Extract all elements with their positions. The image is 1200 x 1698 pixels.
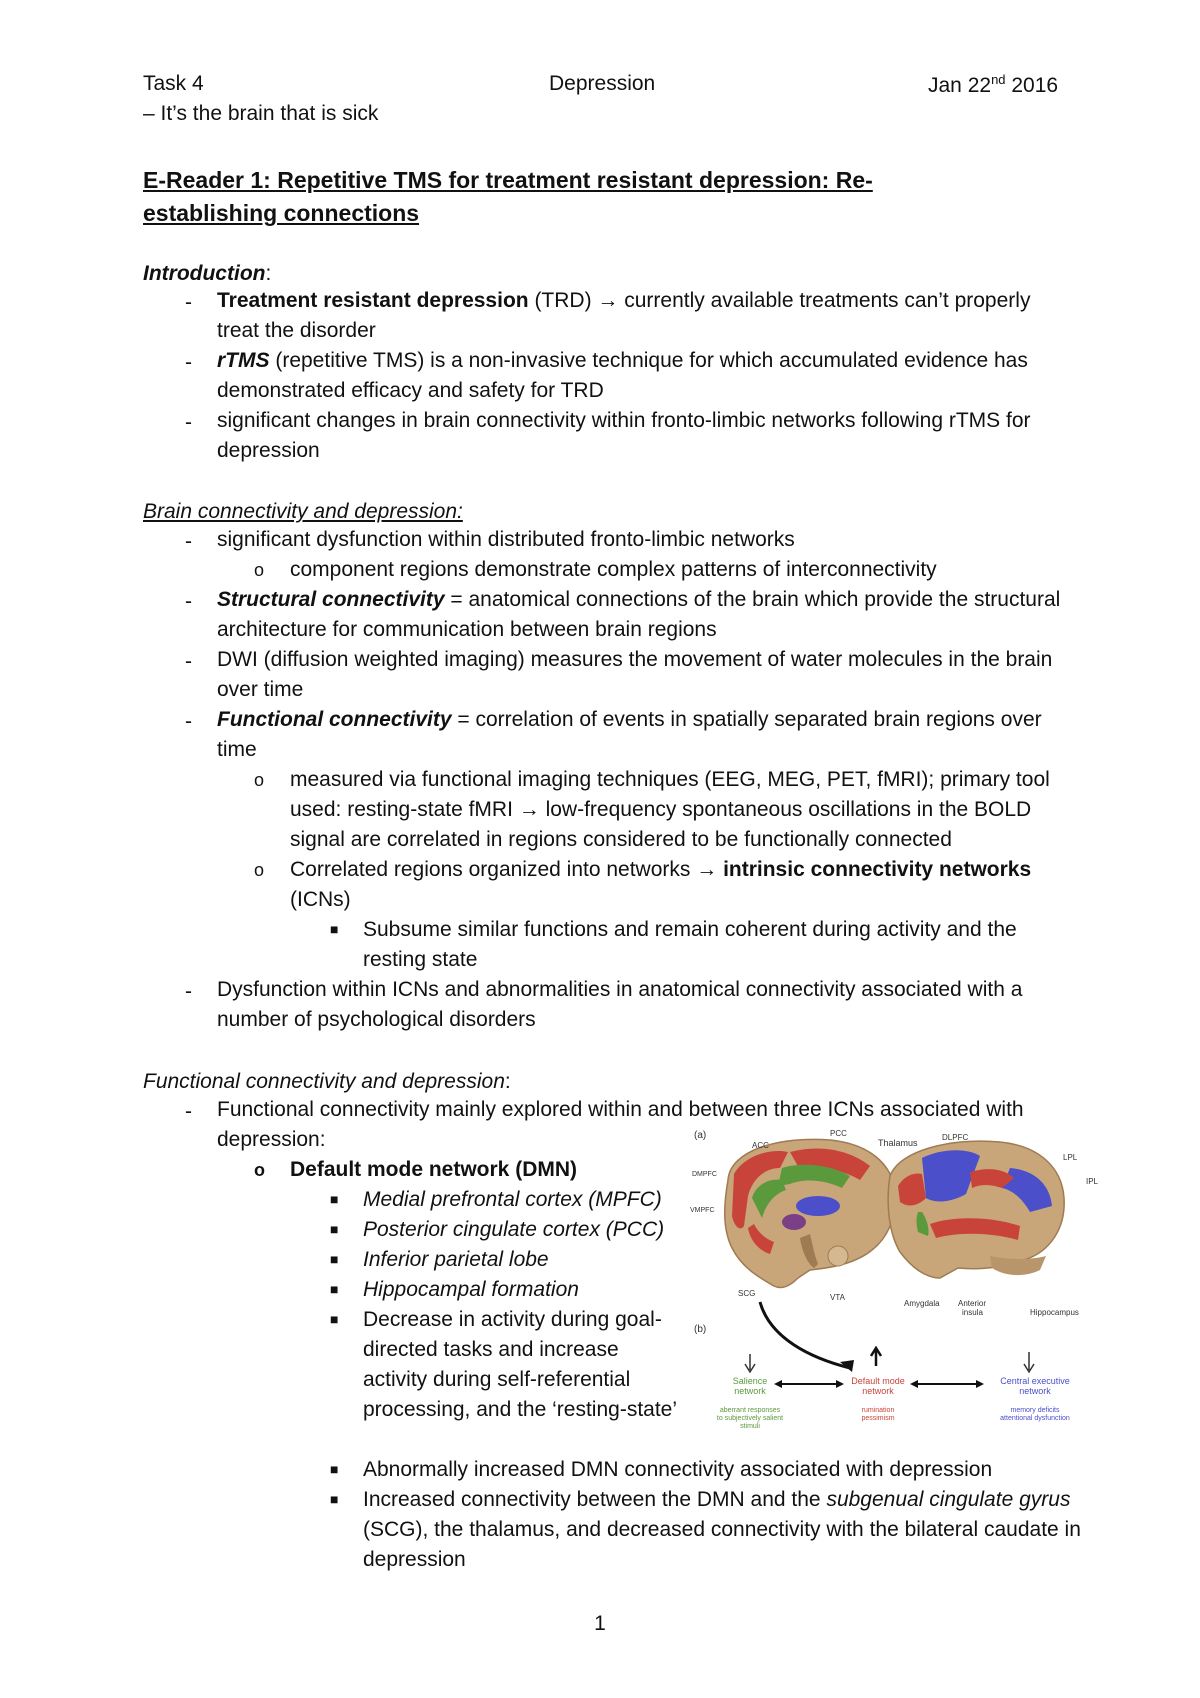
dmn-item: Posterior cingulate cortex (PCC) xyxy=(363,1218,665,1241)
dmn-increased-b: (SCG), the thalamus, and decreased connectivity with the bilateral caudate in depression xyxy=(363,1518,1081,1571)
dmn-item: Hippocampal formation xyxy=(363,1278,579,1301)
figure-label-b: (b) xyxy=(694,1324,707,1335)
arrow-head-right xyxy=(976,1380,984,1388)
intro-heading-text: Introduction xyxy=(143,262,266,285)
bullet-dash: - xyxy=(185,650,192,673)
salience-desc-2: to subjectively salient xyxy=(716,1415,784,1422)
intro-bullet-3: significant changes in brain connectivity within fronto-limbic networks following rTMS for depression xyxy=(217,409,1031,462)
brain-heading: Brain connectivity and depression: xyxy=(143,500,463,523)
dmn-increased xyxy=(363,1485,1083,1575)
arrow-head-left xyxy=(910,1380,918,1388)
dmn-network-label-2: network xyxy=(862,1386,894,1396)
bullet-square: ■ xyxy=(330,921,339,937)
bullet-dash: - xyxy=(185,351,192,374)
dmn-item: Inferior parietal lobe xyxy=(363,1248,549,1271)
figure-label-dmpfc: DMPFC xyxy=(692,1171,717,1178)
figure-label-amygdala: Amygdala xyxy=(904,1299,940,1308)
cen-desc-2: attentional dysfunction xyxy=(1000,1415,1070,1422)
cen-network-label-2: network xyxy=(1019,1386,1051,1396)
salience-desc-1: aberrant responses xyxy=(719,1407,781,1414)
brain-bullet-4-bold: Functional connectivity xyxy=(217,708,452,731)
functional-bullet-1: Functional connectivity mainly explored within and between three ICNs associated with depression: xyxy=(217,1098,1024,1151)
salience-network-label-2: network xyxy=(734,1386,766,1396)
intro-bullet-2-bold: rTMS xyxy=(217,349,270,372)
brain-bullet-4-sub-2-c: (ICNs) xyxy=(290,888,351,911)
figure-label-anterior: Anterior xyxy=(958,1299,987,1308)
bullet-dash: - xyxy=(185,980,192,1003)
bullet-circle: o xyxy=(254,1160,265,1180)
page-title: E-Reader 1: Repetitive TMS for treatment resistant depression: Re-establishing connections xyxy=(143,167,873,226)
intro-bullet-1-bold: Treatment resistant depression xyxy=(217,289,529,312)
salience-desc-3: stimuli xyxy=(740,1423,760,1430)
dmn-increased-italic: subgenual cingulate gyrus xyxy=(826,1488,1071,1511)
brain-bullet-2-bold: Structural connectivity xyxy=(217,588,445,611)
dmn-abnormal: Abnormally increased DMN connectivity associated with depression xyxy=(363,1458,993,1481)
bullet-dash: - xyxy=(185,530,192,553)
arrow-head-left xyxy=(774,1380,782,1388)
dmn-network-label-1: Default mode xyxy=(851,1376,905,1386)
bullet-dash: - xyxy=(185,1100,192,1123)
header-date-main: Jan 22 xyxy=(928,74,992,97)
figure-label-hippocampus: Hippocampus xyxy=(1030,1308,1079,1317)
functional-heading-colon: : xyxy=(504,1070,511,1093)
figure-label-pcc: PCC xyxy=(830,1129,847,1138)
bullet-square: ■ xyxy=(330,1221,339,1237)
intro-bullet-2-rest: (repetitive TMS) is a non-invasive technique for which accumulated evidence has demonstrated efficacy and safety for TRD xyxy=(217,349,1028,402)
figure-label-dlpfc: DLPFC xyxy=(942,1133,969,1142)
bullet-circle: o xyxy=(254,560,265,580)
figure-label-scg: SCG xyxy=(738,1289,756,1298)
figure-label-lpl: LPL xyxy=(1063,1153,1078,1162)
brain-bullet-2 xyxy=(217,585,1072,645)
bullet-circle: o xyxy=(254,860,265,880)
bullet-dash: - xyxy=(185,411,192,434)
salience-down-arrow-icon xyxy=(745,1354,755,1372)
functional-heading xyxy=(143,1070,511,1094)
figure-label-vmpfc: VMPFC xyxy=(690,1207,715,1214)
dmn-increased-a: Increased connectivity between the DMN and the xyxy=(363,1488,827,1511)
dmn-decrease: Decrease in activity during goal-directed tasks and increase activity during self-referential processing, and the ‘resting-state’ xyxy=(363,1308,678,1421)
cen-network-label-1: Central executive xyxy=(1000,1376,1070,1386)
brain-bullet-4-sub-2-a: Correlated regions organized into networks → xyxy=(290,858,724,881)
bullet-square: ■ xyxy=(330,1191,339,1207)
bullet-dash: - xyxy=(185,590,192,613)
bullet-circle: o xyxy=(254,770,265,790)
brain-bullet-4-sub-2-bold: intrinsic connectivity networks xyxy=(723,858,1032,881)
dmn-item: Medial prefrontal cortex (MPFC) xyxy=(363,1188,662,1211)
bullet-square: ■ xyxy=(330,1281,339,1297)
intro-bullet-1-rest: (TRD) → currently available treatments can’t properly treat the disorder xyxy=(217,289,1031,342)
intro-bullet-2 xyxy=(217,346,1067,406)
intro-bullet-1 xyxy=(217,286,1067,346)
brain-bullet-4 xyxy=(217,705,1067,765)
header-date-sup: nd xyxy=(991,72,1006,87)
figure-label-vta: VTA xyxy=(830,1293,845,1302)
figure-label-acc: ACC xyxy=(752,1141,769,1150)
brain-bullet-3: DWI (diffusion weighted imaging) measures the movement of water molecules in the brain over time xyxy=(217,648,1053,701)
header-task: Task 4 xyxy=(143,72,204,95)
cen-desc-1: memory deficits xyxy=(1010,1407,1060,1414)
brain-bullet-4-sub-2 xyxy=(290,855,1080,915)
bullet-dash: - xyxy=(185,710,192,733)
salience-network-label-1: Salience xyxy=(732,1376,768,1386)
brain-bullet-5: Dysfunction within ICNs and abnormalities in anatomical connectivity associated with a number of psychological disorders xyxy=(217,978,1023,1031)
page-number: 1 xyxy=(594,1612,606,1635)
intro-heading xyxy=(143,262,271,286)
header-topic: Depression xyxy=(549,72,656,95)
cen-down-arrow-icon xyxy=(1024,1352,1034,1372)
medial-brain-image xyxy=(725,1139,896,1287)
dmn-up-arrow-icon xyxy=(871,1348,881,1366)
bullet-square: ■ xyxy=(330,1491,339,1507)
figure-label-insula: insula xyxy=(962,1308,983,1317)
scg-arrow xyxy=(760,1302,850,1368)
brain-bullet-1-sub: component regions demonstrate complex patterns of interconnectivity xyxy=(290,558,937,581)
figure-label-thalamus: Thalamus xyxy=(878,1138,918,1148)
brain-bullet-4-sub-2-square: Subsume similar functions and remain coherent during activity and the resting state xyxy=(363,918,1017,971)
arrow-head-right xyxy=(836,1380,844,1388)
brain-network-figure xyxy=(690,1128,1110,1438)
bullet-square: ■ xyxy=(330,1251,339,1267)
brain-bullet-2-rest: = anatomical connections of the brain which provide the structural architecture for communication between brain regions xyxy=(217,588,1061,641)
dmn-heading: Default mode network (DMN) xyxy=(290,1158,578,1181)
intro-heading-colon: : xyxy=(265,262,272,285)
header-subtitle: – It’s the brain that is sick xyxy=(143,102,379,125)
header-date xyxy=(928,72,1058,98)
bullet-dash: - xyxy=(185,291,192,314)
dmn-desc-2: pessimism xyxy=(861,1415,895,1422)
functional-heading-text: Functional connectivity and depression xyxy=(143,1070,505,1093)
bullet-square: ■ xyxy=(330,1461,339,1477)
bullet-square: ■ xyxy=(330,1311,339,1327)
dmn-desc-1: rumination xyxy=(861,1407,895,1414)
figure-label-ipl: IPL xyxy=(1086,1177,1099,1186)
header-date-year: 2016 xyxy=(1005,74,1059,97)
brain-bullet-1: significant dysfunction within distributed fronto-limbic networks xyxy=(217,528,795,551)
figure-label-a: (a) xyxy=(694,1130,707,1141)
lateral-brain-image xyxy=(888,1141,1064,1278)
brain-bullet-4-sub-1: measured via functional imaging techniques (EEG, MEG, PET, fMRI); primary tool used: resting-state fMRI → low-frequency spontaneous oscillations in the BOLD signal are correlated in regions considered to be functionally connected xyxy=(290,768,1050,851)
brain-bullet-4-rest: = correlation of events in spatially separated brain regions over time xyxy=(217,708,1042,761)
